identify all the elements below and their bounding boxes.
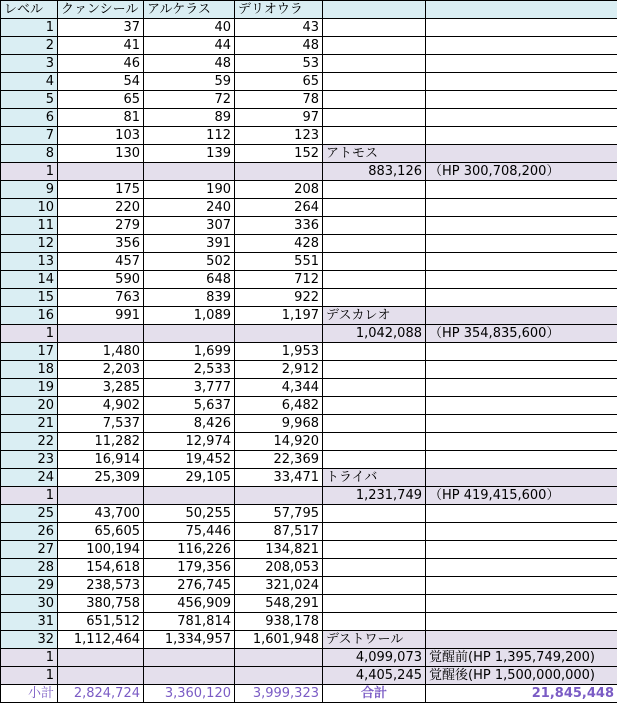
boss-hp-cell[interactable] [426, 37, 617, 55]
level-cell[interactable]: 11 [1, 217, 58, 235]
boss-hp-cell[interactable] [426, 415, 617, 433]
boss-value-cell[interactable] [323, 127, 426, 145]
boss-value-cell[interactable] [323, 379, 426, 397]
boss-hp-cell[interactable] [426, 145, 617, 163]
value-cell[interactable]: 1,601,948 [235, 631, 323, 649]
level-cell[interactable]: 1 [1, 487, 58, 505]
value-cell[interactable]: 72 [144, 91, 235, 109]
value-cell[interactable]: 139 [144, 145, 235, 163]
boss-hp-cell[interactable] [426, 343, 617, 361]
boss-hp-cell[interactable]: 覚醒後(HP 1,500,000,000) [426, 667, 617, 685]
boss-value-cell[interactable]: 4,099,073 [323, 649, 426, 667]
value-cell[interactable]: 1,699 [144, 343, 235, 361]
boss-hp-cell[interactable] [426, 595, 617, 613]
boss-hp-cell[interactable] [426, 271, 617, 289]
value-cell[interactable]: 321,024 [235, 577, 323, 595]
boss-value-cell[interactable] [323, 217, 426, 235]
level-row [1, 55, 617, 73]
value-cell[interactable]: 97 [235, 109, 323, 127]
value-cell[interactable] [235, 325, 323, 343]
boss-value-cell[interactable] [323, 523, 426, 541]
boss-value-cell[interactable]: 4,405,245 [323, 667, 426, 685]
boss-value-cell[interactable] [323, 595, 426, 613]
boss-value-cell[interactable] [323, 343, 426, 361]
value-cell[interactable]: 4,344 [235, 379, 323, 397]
value-cell[interactable] [144, 163, 235, 181]
boss-value-cell[interactable] [323, 181, 426, 199]
value-cell[interactable]: 75,446 [144, 523, 235, 541]
level-row [1, 505, 617, 523]
header-col-3[interactable]: デリオウラ [235, 1, 323, 19]
value-cell[interactable]: 44 [144, 37, 235, 55]
boss-hp-cell[interactable] [426, 541, 617, 559]
level-cell[interactable]: 27 [1, 541, 58, 559]
value-cell[interactable]: 154,618 [58, 559, 144, 577]
value-cell[interactable]: 1,480 [58, 343, 144, 361]
value-cell[interactable]: 12,974 [144, 433, 235, 451]
level-row [1, 577, 617, 595]
value-cell[interactable] [144, 325, 235, 343]
boss-name-cell[interactable]: トライバ [323, 469, 426, 487]
boss-value-cell[interactable] [323, 415, 426, 433]
level-cell[interactable]: 25 [1, 505, 58, 523]
value-cell[interactable]: 152 [235, 145, 323, 163]
level-cell[interactable]: 26 [1, 523, 58, 541]
level-row [1, 271, 617, 289]
level-cell[interactable]: 3 [1, 55, 58, 73]
value-cell[interactable]: 763 [58, 289, 144, 307]
boss-hp-cell[interactable] [426, 109, 617, 127]
level-cell[interactable]: 17 [1, 343, 58, 361]
value-cell[interactable]: 33,471 [235, 469, 323, 487]
boss-value-cell[interactable] [323, 559, 426, 577]
level-row [1, 19, 617, 37]
boss-hp-cell[interactable] [426, 127, 617, 145]
value-cell[interactable]: 87,517 [235, 523, 323, 541]
subtotal-row [1, 685, 617, 703]
level-row [1, 289, 617, 307]
boss-row [1, 325, 617, 343]
value-cell[interactable]: 551 [235, 253, 323, 271]
boss-value-cell[interactable] [323, 199, 426, 217]
total-value[interactable]: 21,845,448 [426, 685, 617, 703]
boss-value-cell[interactable] [323, 37, 426, 55]
boss-value-cell[interactable] [323, 19, 426, 37]
level-row [1, 613, 617, 631]
level-row [1, 415, 617, 433]
level-row [1, 73, 617, 91]
value-cell[interactable]: 48 [144, 55, 235, 73]
level-row [1, 91, 617, 109]
value-cell[interactable]: 264 [235, 199, 323, 217]
value-cell[interactable]: 4,902 [58, 397, 144, 415]
value-cell[interactable]: 48 [235, 37, 323, 55]
boss-value-cell[interactable] [323, 451, 426, 469]
boss-hp-cell[interactable]: （HP 300,708,200） [426, 163, 617, 181]
value-cell[interactable]: 46 [58, 55, 144, 73]
value-cell[interactable]: 1,197 [235, 307, 323, 325]
level-cell[interactable]: 21 [1, 415, 58, 433]
boss-value-cell[interactable] [323, 55, 426, 73]
level-cell[interactable]: 19 [1, 379, 58, 397]
level-row [1, 559, 617, 577]
boss-name-cell[interactable]: デスカレオ [323, 307, 426, 325]
boss-value-cell[interactable] [323, 577, 426, 595]
boss-value-cell[interactable] [323, 91, 426, 109]
level-row [1, 145, 617, 163]
level-row [1, 379, 617, 397]
value-cell[interactable]: 43 [235, 19, 323, 37]
boss-hp-cell[interactable] [426, 523, 617, 541]
value-cell[interactable]: 938,178 [235, 613, 323, 631]
value-cell[interactable]: 190 [144, 181, 235, 199]
boss-row [1, 649, 617, 667]
level-cell[interactable]: 16 [1, 307, 58, 325]
boss-value-cell[interactable] [323, 541, 426, 559]
level-cell[interactable]: 2 [1, 37, 58, 55]
boss-hp-cell[interactable] [426, 361, 617, 379]
value-cell[interactable]: 7,537 [58, 415, 144, 433]
boss-row [1, 487, 617, 505]
value-cell[interactable]: 548,291 [235, 595, 323, 613]
value-cell[interactable]: 50,255 [144, 505, 235, 523]
value-cell[interactable]: 22,369 [235, 451, 323, 469]
level-row [1, 451, 617, 469]
value-cell[interactable]: 238,573 [58, 577, 144, 595]
value-cell[interactable]: 6,482 [235, 397, 323, 415]
value-cell[interactable] [58, 487, 144, 505]
value-cell[interactable]: 391 [144, 235, 235, 253]
level-cell[interactable]: 1 [1, 19, 58, 37]
value-cell[interactable] [144, 667, 235, 685]
value-cell[interactable]: 781,814 [144, 613, 235, 631]
value-cell[interactable]: 59 [144, 73, 235, 91]
boss-hp-cell[interactable] [426, 577, 617, 595]
value-cell[interactable]: 428 [235, 235, 323, 253]
value-cell[interactable]: 19,452 [144, 451, 235, 469]
boss-hp-cell[interactable] [426, 217, 617, 235]
boss-hp-cell[interactable] [426, 379, 617, 397]
boss-hp-cell[interactable] [426, 199, 617, 217]
value-cell[interactable]: 130 [58, 145, 144, 163]
value-cell[interactable]: 712 [235, 271, 323, 289]
boss-hp-cell[interactable]: （HP 354,835,600） [426, 325, 617, 343]
value-cell[interactable]: 3,285 [58, 379, 144, 397]
value-cell[interactable]: 590 [58, 271, 144, 289]
level-cell[interactable]: 1 [1, 325, 58, 343]
level-cell[interactable]: 24 [1, 469, 58, 487]
value-cell[interactable]: 100,194 [58, 541, 144, 559]
value-cell[interactable] [235, 667, 323, 685]
boss-hp-cell[interactable] [426, 55, 617, 73]
boss-value-cell[interactable] [323, 253, 426, 271]
boss-value-cell[interactable] [323, 433, 426, 451]
value-cell[interactable]: 208 [235, 181, 323, 199]
level-cell[interactable]: 1 [1, 163, 58, 181]
value-cell[interactable]: 14,920 [235, 433, 323, 451]
boss-hp-cell[interactable] [426, 181, 617, 199]
boss-value-cell[interactable] [323, 397, 426, 415]
value-cell[interactable]: 37 [58, 19, 144, 37]
level-row [1, 109, 617, 127]
level-cell[interactable]: 7 [1, 127, 58, 145]
level-cell[interactable]: 1 [1, 667, 58, 685]
value-cell[interactable]: 81 [58, 109, 144, 127]
level-row [1, 361, 617, 379]
value-cell[interactable]: 134,821 [235, 541, 323, 559]
level-cell[interactable]: 29 [1, 577, 58, 595]
header-col-1[interactable]: クァンシール [58, 1, 144, 19]
value-cell[interactable]: 116,226 [144, 541, 235, 559]
header-col-5[interactable] [426, 1, 617, 19]
value-cell[interactable]: 103 [58, 127, 144, 145]
value-cell[interactable] [58, 325, 144, 343]
level-cell[interactable]: 22 [1, 433, 58, 451]
boss-name-cell[interactable]: デストワール [323, 631, 426, 649]
boss-value-cell[interactable] [323, 289, 426, 307]
level-cell[interactable]: 12 [1, 235, 58, 253]
value-cell[interactable]: 5,637 [144, 397, 235, 415]
boss-hp-cell[interactable] [426, 631, 617, 649]
value-cell[interactable] [235, 649, 323, 667]
value-cell[interactable]: 54 [58, 73, 144, 91]
boss-value-cell[interactable] [323, 361, 426, 379]
value-cell[interactable]: 3,777 [144, 379, 235, 397]
subtotal-label[interactable]: 小計 [1, 685, 58, 703]
value-cell[interactable]: 276,745 [144, 577, 235, 595]
boss-hp-cell[interactable] [426, 469, 617, 487]
value-cell[interactable]: 208,053 [235, 559, 323, 577]
value-cell[interactable]: 25,309 [58, 469, 144, 487]
boss-hp-cell[interactable] [426, 91, 617, 109]
boss-value-cell[interactable]: 1,042,088 [323, 325, 426, 343]
value-cell[interactable]: 65,605 [58, 523, 144, 541]
boss-hp-cell[interactable] [426, 73, 617, 91]
level-row [1, 433, 617, 451]
value-cell[interactable]: 336 [235, 217, 323, 235]
value-cell[interactable]: 2,533 [144, 361, 235, 379]
level-row [1, 595, 617, 613]
level-row [1, 181, 617, 199]
boss-value-cell[interactable] [323, 109, 426, 127]
value-cell[interactable] [58, 649, 144, 667]
value-cell[interactable] [144, 487, 235, 505]
value-cell[interactable]: 456,909 [144, 595, 235, 613]
level-cell[interactable]: 31 [1, 613, 58, 631]
boss-value-cell[interactable] [323, 235, 426, 253]
level-cell[interactable]: 32 [1, 631, 58, 649]
boss-row [1, 163, 617, 181]
header-level[interactable]: レベル [1, 1, 58, 19]
level-row [1, 235, 617, 253]
total-label[interactable]: 合計 [323, 685, 426, 703]
boss-row [1, 667, 617, 685]
value-cell[interactable]: 41 [58, 37, 144, 55]
boss-value-cell[interactable] [323, 271, 426, 289]
level-cell[interactable]: 14 [1, 271, 58, 289]
value-cell[interactable] [58, 667, 144, 685]
value-cell[interactable] [235, 163, 323, 181]
level-cell[interactable]: 1 [1, 649, 58, 667]
value-cell[interactable]: 2,203 [58, 361, 144, 379]
level-cell[interactable]: 9 [1, 181, 58, 199]
level-row [1, 469, 617, 487]
value-cell[interactable]: 457 [58, 253, 144, 271]
value-cell[interactable]: 1,334,957 [144, 631, 235, 649]
value-cell[interactable]: 502 [144, 253, 235, 271]
level-row [1, 37, 617, 55]
boss-hp-cell[interactable] [426, 235, 617, 253]
value-cell[interactable] [58, 163, 144, 181]
value-cell[interactable]: 53 [235, 55, 323, 73]
level-row [1, 631, 617, 649]
level-row [1, 307, 617, 325]
level-row [1, 127, 617, 145]
boss-name-cell[interactable]: アトモス [323, 145, 426, 163]
value-cell[interactable]: 175 [58, 181, 144, 199]
level-cell[interactable]: 18 [1, 361, 58, 379]
level-cell[interactable]: 13 [1, 253, 58, 271]
value-cell[interactable]: 839 [144, 289, 235, 307]
value-cell[interactable]: 2,912 [235, 361, 323, 379]
level-cell[interactable]: 5 [1, 91, 58, 109]
value-cell[interactable]: 651,512 [58, 613, 144, 631]
value-cell[interactable]: 648 [144, 271, 235, 289]
subtotal-value[interactable]: 3,360,120 [144, 685, 235, 703]
level-cell[interactable]: 20 [1, 397, 58, 415]
value-cell[interactable]: 89 [144, 109, 235, 127]
value-cell[interactable]: 307 [144, 217, 235, 235]
value-cell[interactable]: 279 [58, 217, 144, 235]
level-cell[interactable]: 15 [1, 289, 58, 307]
value-cell[interactable]: 112 [144, 127, 235, 145]
boss-value-cell[interactable] [323, 505, 426, 523]
value-cell[interactable]: 1,089 [144, 307, 235, 325]
boss-value-cell[interactable]: 1,231,749 [323, 487, 426, 505]
level-cell[interactable]: 28 [1, 559, 58, 577]
boss-hp-cell[interactable]: （HP 419,415,600） [426, 487, 617, 505]
value-cell[interactable]: 9,968 [235, 415, 323, 433]
value-cell[interactable]: 380,758 [58, 595, 144, 613]
boss-hp-cell[interactable] [426, 505, 617, 523]
value-cell[interactable]: 179,356 [144, 559, 235, 577]
level-cell[interactable]: 4 [1, 73, 58, 91]
value-cell[interactable]: 922 [235, 289, 323, 307]
boss-hp-cell[interactable] [426, 433, 617, 451]
boss-hp-cell[interactable] [426, 253, 617, 271]
boss-value-cell[interactable] [323, 73, 426, 91]
value-cell[interactable] [235, 487, 323, 505]
level-row [1, 253, 617, 271]
level-row [1, 199, 617, 217]
level-row [1, 541, 617, 559]
boss-value-cell[interactable] [323, 613, 426, 631]
boss-hp-cell[interactable] [426, 19, 617, 37]
value-cell[interactable]: 78 [235, 91, 323, 109]
level-row [1, 397, 617, 415]
value-cell[interactable]: 40 [144, 19, 235, 37]
boss-hp-cell[interactable] [426, 289, 617, 307]
level-cell[interactable]: 8 [1, 145, 58, 163]
value-cell[interactable]: 43,700 [58, 505, 144, 523]
level-row [1, 217, 617, 235]
level-row [1, 343, 617, 361]
value-cell[interactable]: 65 [58, 91, 144, 109]
value-cell[interactable]: 8,426 [144, 415, 235, 433]
value-cell[interactable]: 1,112,464 [58, 631, 144, 649]
level-cell[interactable]: 10 [1, 199, 58, 217]
value-cell[interactable]: 123 [235, 127, 323, 145]
value-cell[interactable]: 240 [144, 199, 235, 217]
value-cell[interactable]: 991 [58, 307, 144, 325]
value-cell[interactable]: 356 [58, 235, 144, 253]
boss-value-cell[interactable]: 883,126 [323, 163, 426, 181]
boss-hp-cell[interactable] [426, 307, 617, 325]
boss-hp-cell[interactable] [426, 559, 617, 577]
value-cell[interactable]: 220 [58, 199, 144, 217]
header-col-4[interactable] [323, 1, 426, 19]
value-cell[interactable]: 1,953 [235, 343, 323, 361]
value-cell[interactable]: 16,914 [58, 451, 144, 469]
subtotal-value[interactable]: 2,824,724 [58, 685, 144, 703]
level-cell[interactable]: 6 [1, 109, 58, 127]
level-cell[interactable]: 30 [1, 595, 58, 613]
value-cell[interactable]: 65 [235, 73, 323, 91]
subtotal-value[interactable]: 3,999,323 [235, 685, 323, 703]
header-col-2[interactable]: アルケラス [144, 1, 235, 19]
value-cell[interactable]: 11,282 [58, 433, 144, 451]
value-cell[interactable]: 57,795 [235, 505, 323, 523]
boss-hp-cell[interactable] [426, 451, 617, 469]
boss-hp-cell[interactable]: 覚醒前(HP 1,395,749,200) [426, 649, 617, 667]
boss-hp-cell[interactable] [426, 613, 617, 631]
boss-hp-cell[interactable] [426, 397, 617, 415]
level-cell[interactable]: 23 [1, 451, 58, 469]
value-cell[interactable]: 29,105 [144, 469, 235, 487]
value-cell[interactable] [144, 649, 235, 667]
level-row [1, 523, 617, 541]
header-row [1, 1, 617, 19]
